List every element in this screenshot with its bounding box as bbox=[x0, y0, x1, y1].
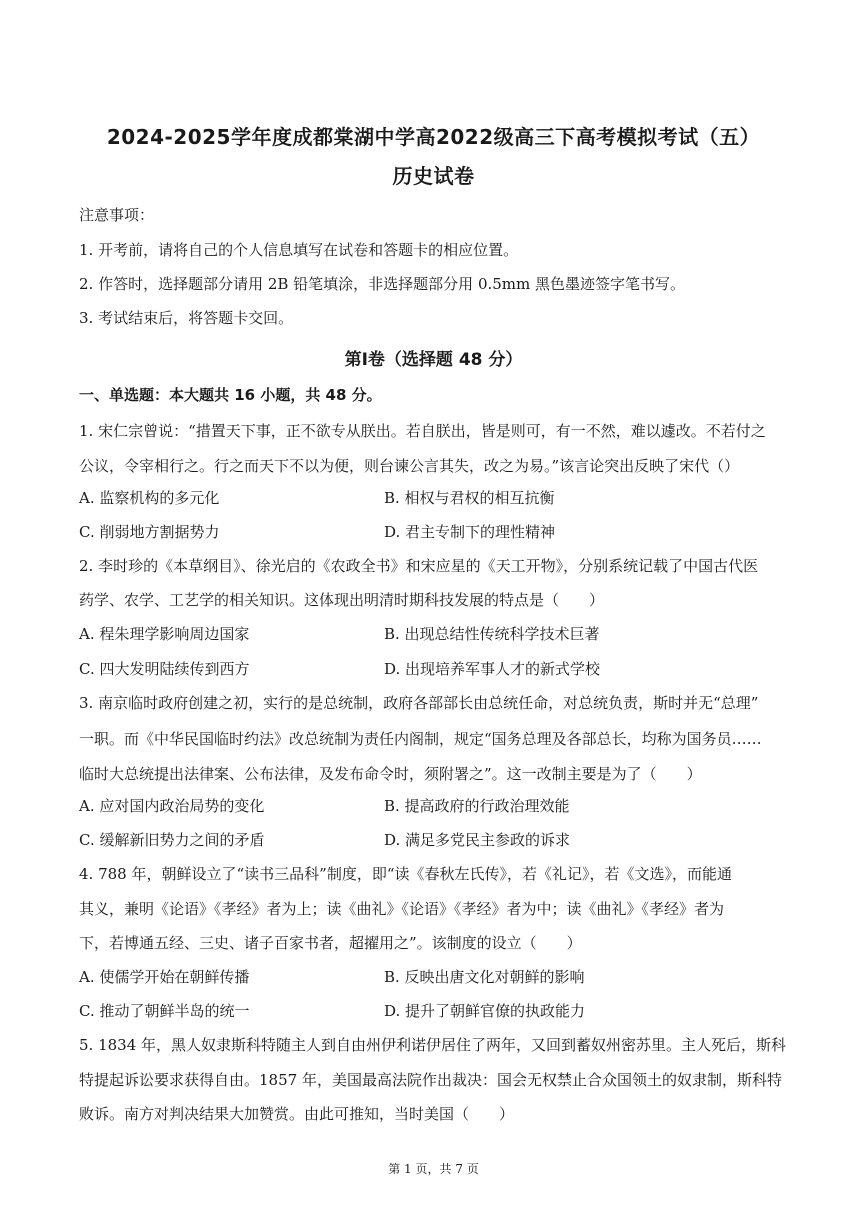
part-heading: 一、单选题：本大题共 16 小题，共 48 分。 bbox=[79, 386, 382, 404]
notice-item-3: 3. 考试结束后，将答题卡交回。 bbox=[79, 309, 294, 327]
question-2-option-b: B. 出现总结性传统科学技术巨著 bbox=[384, 625, 600, 643]
question-4-option-d: D. 提升了朝鲜官僚的执政能力 bbox=[384, 1002, 586, 1020]
question-4-stem-line-3: 下，若博通五经、三史、诸子百家书者，超擢用之”。该制度的设立（ ） bbox=[79, 934, 582, 952]
question-5-stem-line-3: 败诉。南方对判决结果大加赞赏。由此可推知，当时美国（ ） bbox=[79, 1105, 515, 1123]
question-3-option-d: D. 满足多党民主参政的诉求 bbox=[384, 831, 571, 849]
section-title: 第Ⅰ卷（选择题 48 分） bbox=[344, 350, 523, 370]
question-3-stem-line-2: 一职。而《中华民国临时约法》改总统制为责任内阁制，规定“国务总理及各部总长，均称为国务员…… bbox=[79, 730, 762, 748]
question-4-option-b: B. 反映出唐文化对朝鲜的影响 bbox=[384, 968, 585, 986]
notice-heading: 注意事项： bbox=[79, 206, 155, 224]
question-2-option-d: D. 出现培养军事人才的新式学校 bbox=[384, 660, 601, 678]
exam-subject: 历史试卷 bbox=[392, 164, 475, 188]
question-3-option-c: C. 缓解新旧势力之间的矛盾 bbox=[79, 831, 265, 849]
question-1-option-c: C. 削弱地方割据势力 bbox=[79, 523, 220, 541]
question-1-option-b: B. 相权与君权的相互抗衡 bbox=[384, 489, 555, 507]
question-5-stem-line-1: 5. 1834 年，黑人奴隶斯科特随主人到自由州伊利诺伊居住了两年，又回到蓄奴州密苏里。主人死后，斯科 bbox=[79, 1036, 787, 1054]
question-4-option-c: C. 推动了朝鲜半岛的统一 bbox=[79, 1002, 250, 1020]
question-4-stem-line-1: 4. 788 年，朝鲜设立了“读书三品科”制度，即“读《春秋左氏传》，若《礼记》，若《文选》，而能通 bbox=[79, 865, 732, 883]
question-5-stem-line-2: 特提起诉讼要求获得自由。1857 年，美国最高法院作出裁决：国会无权禁止合众国领土的奴隶制，斯科特 bbox=[79, 1071, 782, 1089]
question-3-stem-line-3: 临时大总统提出法律案、公布法律，及发布命令时，须附署之”。这一改制主要是为了（ ） bbox=[79, 765, 702, 783]
question-3-stem-line-1: 3. 南京临时政府创建之初，实行的是总统制，政府各部部长由总统任命，对总统负责，斯时并无“总理” bbox=[79, 694, 759, 712]
question-4-stem-line-2: 其义，兼明《论语》《孝经》者为上；读《曲礼》《论语》《孝经》者为中；读《曲礼》《孝经》者为 bbox=[79, 900, 725, 918]
question-2-option-a: A. 程朱理学影响周边国家 bbox=[79, 625, 250, 643]
question-1-stem-line-1: 1. 宋仁宗曾说：“措置天下事，正不欲专从朕出。若自朕出，皆是则可，有一不然，难以遽改。不若付之 bbox=[79, 422, 766, 440]
question-4-option-a: A. 使儒学开始在朝鲜传播 bbox=[79, 968, 250, 986]
page-footer: 第 1 页，共 7 页 bbox=[388, 1162, 479, 1176]
question-1-option-a: A. 监察机构的多元化 bbox=[79, 489, 220, 507]
question-2-stem-line-2: 药学、农学、工艺学的相关知识。这体现出明清时期科技发展的特点是（ ） bbox=[79, 591, 605, 609]
question-1-stem-line-2: 公议，令宰相行之。行之而天下不以为便，则台谏公言其失，改之为易。”该言论突出反映了宋代（） bbox=[79, 457, 740, 475]
question-2-option-c: C. 四大发明陆续传到西方 bbox=[79, 660, 250, 678]
question-2-stem-line-1: 2. 李时珍的《本草纲目》、徐光启的《农政全书》和宋应星的《天工开物》，分别系统记载了中国古代医 bbox=[79, 557, 759, 575]
notice-item-2: 2. 作答时，选择题部分请用 2B 铅笔填涂，非选择题部分用 0.5mm 黑色墨迹签字笔书写。 bbox=[79, 275, 686, 293]
question-3-option-a: A. 应对国内政治局势的变化 bbox=[79, 797, 265, 815]
notice-item-1: 1. 开考前，请将自己的个人信息填写在试卷和答题卡的相应位置。 bbox=[79, 241, 519, 259]
question-3-option-b: B. 提高政府的行政治理效能 bbox=[384, 797, 570, 815]
question-1-option-d: D. 君主专制下的理性精神 bbox=[384, 523, 556, 541]
exam-title: 2024-2025学年度成都棠湖中学高2022级高三下高考模拟考试（五） bbox=[106, 125, 761, 149]
